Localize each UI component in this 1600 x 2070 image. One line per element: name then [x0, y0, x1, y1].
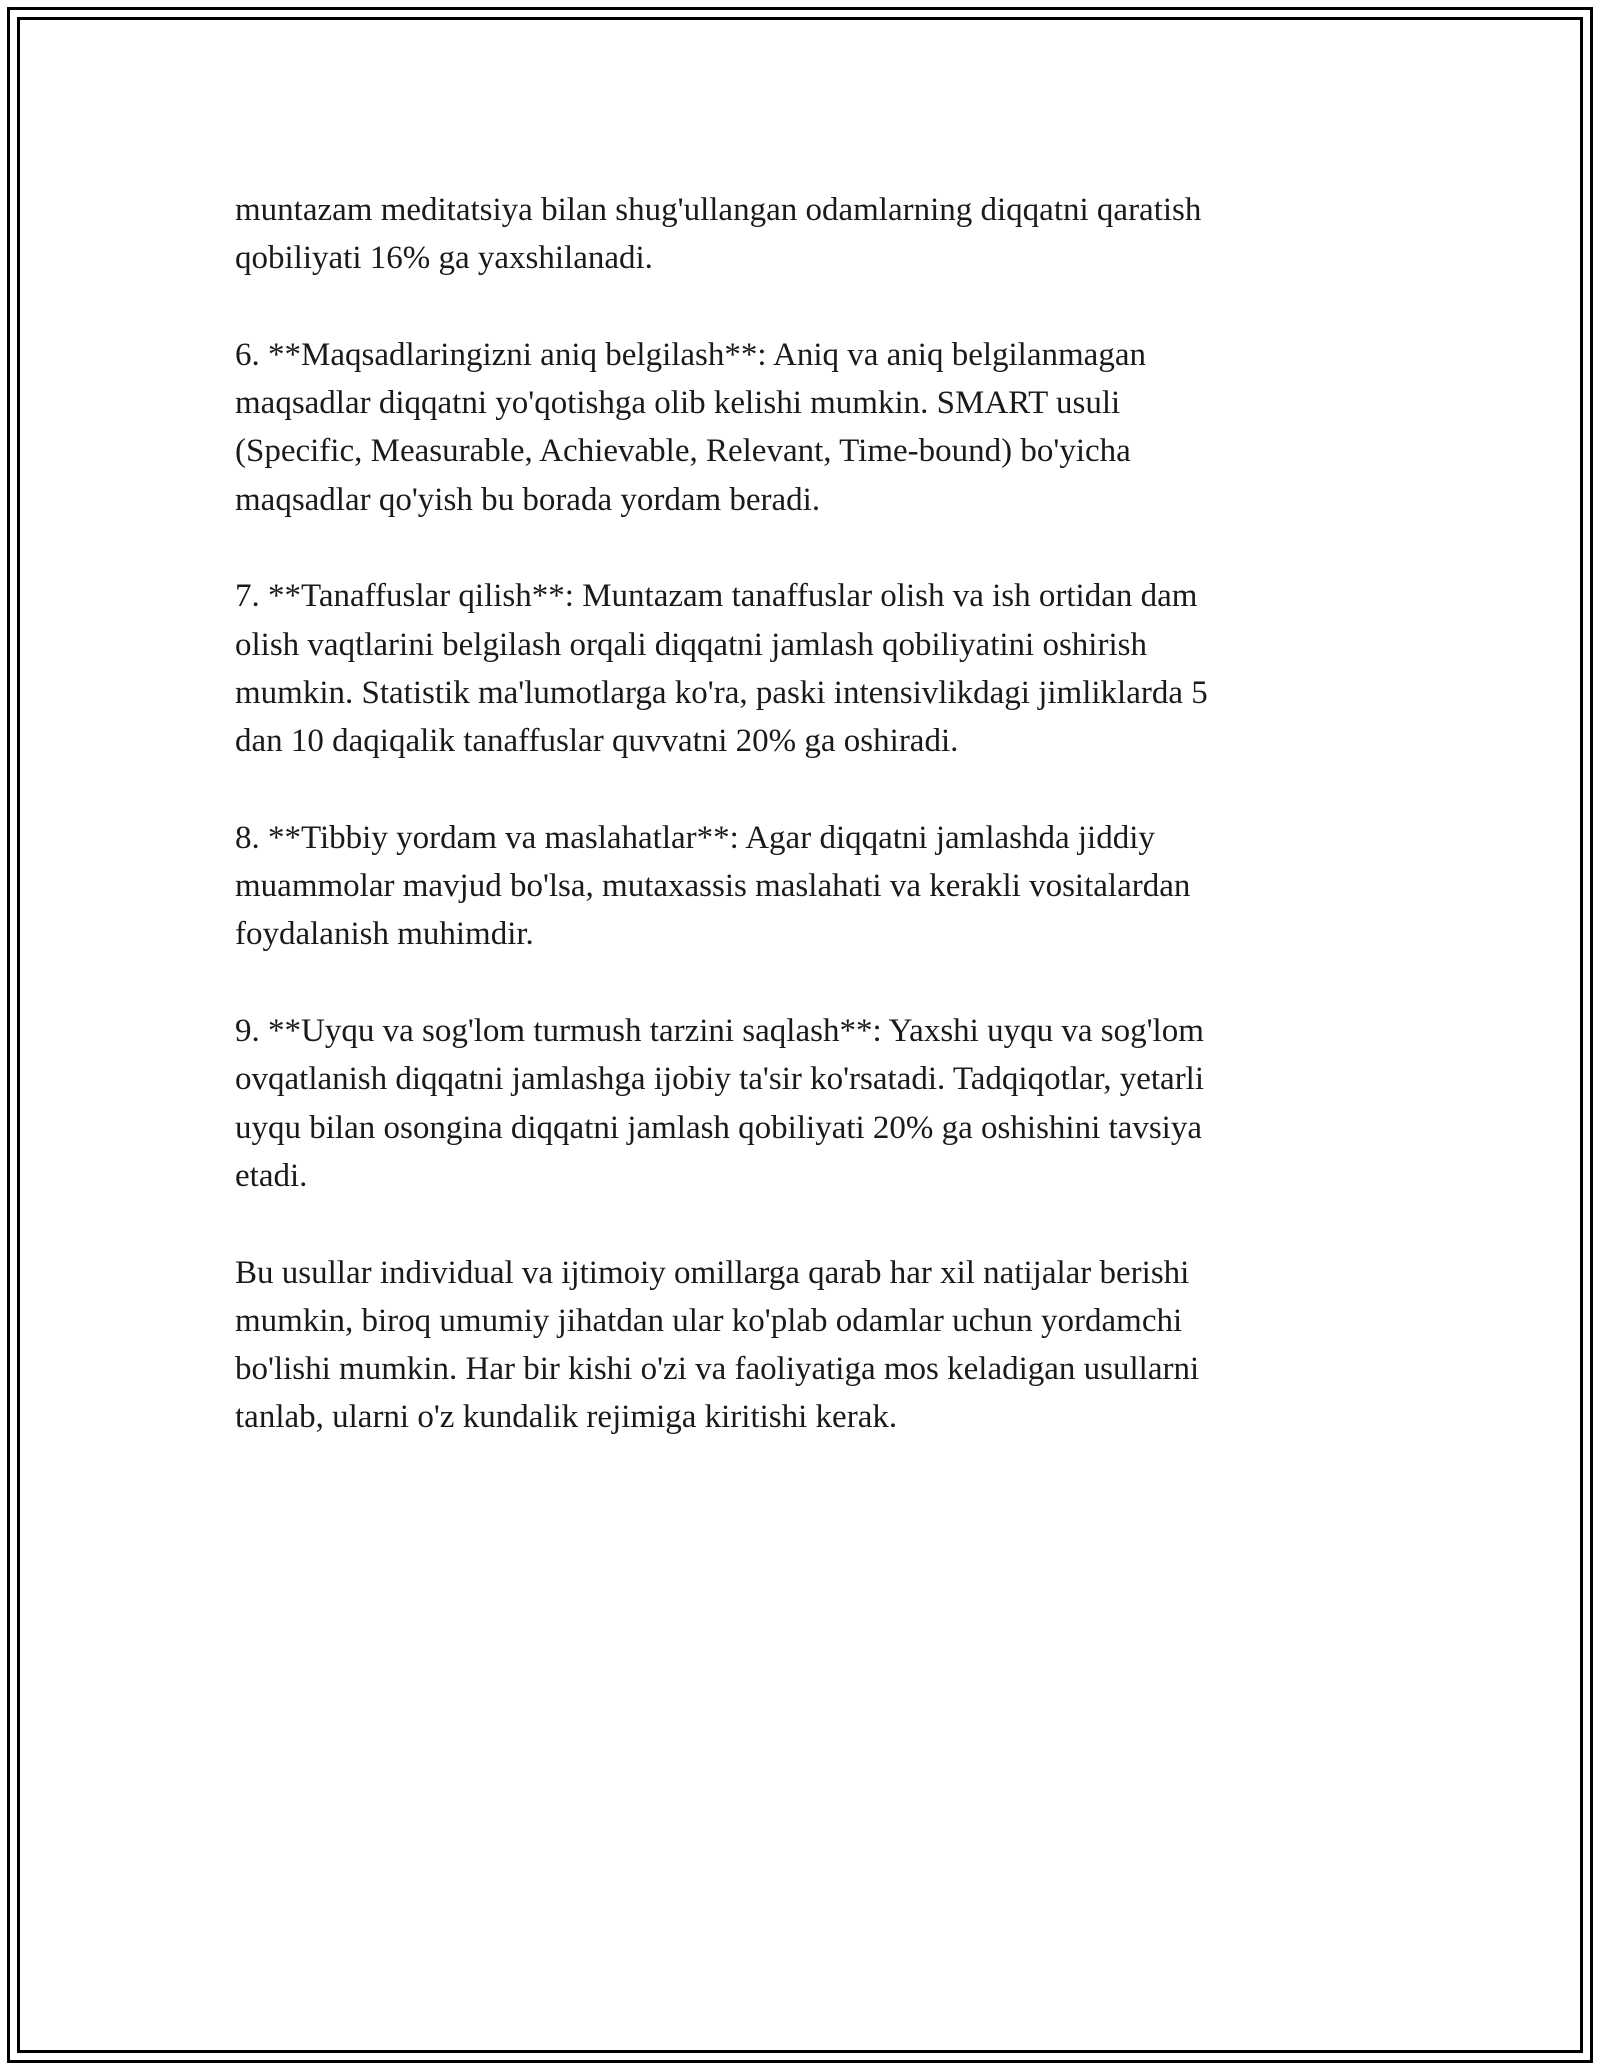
- paragraph-conclusion: Bu usullar individual va ijtimoiy omillarga qarab har xil natijalar berishi mumkin, biroq umumiy jihatdan ular ko'plab odamlar uchun yordamchi bo'lishi mumkin. Har bir kishi o'zi va faoliyatiga mos keladigan usullarni tanlab, ularni o'z kundalik rejimiga kiritishi kerak.: [235, 1254, 1200, 1436]
- document-body: [235, 186, 1375, 1490]
- paragraph-item-8-medical-help: 8. **Tibbiy yordam va maslahatlar**: Agar diqqatni jamlashda jiddiy muammolar mavjud bo'lsa, mutaxassis maslahati va kerakli vositalardan foydalanish muhimdir.: [235, 819, 1191, 953]
- paragraph-item-6-goals: 6. **Maqsadlaringizni aniq belgilash**: Aniq va aniq belgilanmagan maqsadlar diqqatni yo'qotishga olib kelishi mumkin. SMART usuli (Specific, Measurable, Achievable, Relevant, Time-bound) bo'yicha maqsadlar qo'yish bu borada yordam beradi.: [235, 336, 1146, 518]
- paragraph-item-7-breaks: 7. **Tanaffuslar qilish**: Muntazam tanaffuslar olish va ish ortidan dam olish vaqtlarini belgilash orqali diqqatni jamlash qobiliyatini oshirish mumkin. Statistik ma'lumotlarga ko'ra, paski intensivlikdagi jimliklarda 5 dan 10 daqiqalik tanaffuslar quvvatni 20% ga oshiradi.: [235, 578, 1208, 760]
- paragraph-item-9-sleep-lifestyle: 9. **Uyqu va sog'lom turmush tarzini saqlash**: Yaxshi uyqu va sog'lom ovqatlanish diqqatni jamlashga ijobiy ta'sir ko'rsatadi. Tadqiqotlar, yetarli uyqu bilan osongina diqqatni jamlash qobiliyati 20% ga oshishini tavsiya etadi.: [235, 1013, 1205, 1194]
- paragraph-meditation-continuation: muntazam meditatsiya bilan shug'ullangan odamlarning diqqatni qaratish qobiliyati 16% ga yaxshilanadi.: [235, 192, 1202, 277]
